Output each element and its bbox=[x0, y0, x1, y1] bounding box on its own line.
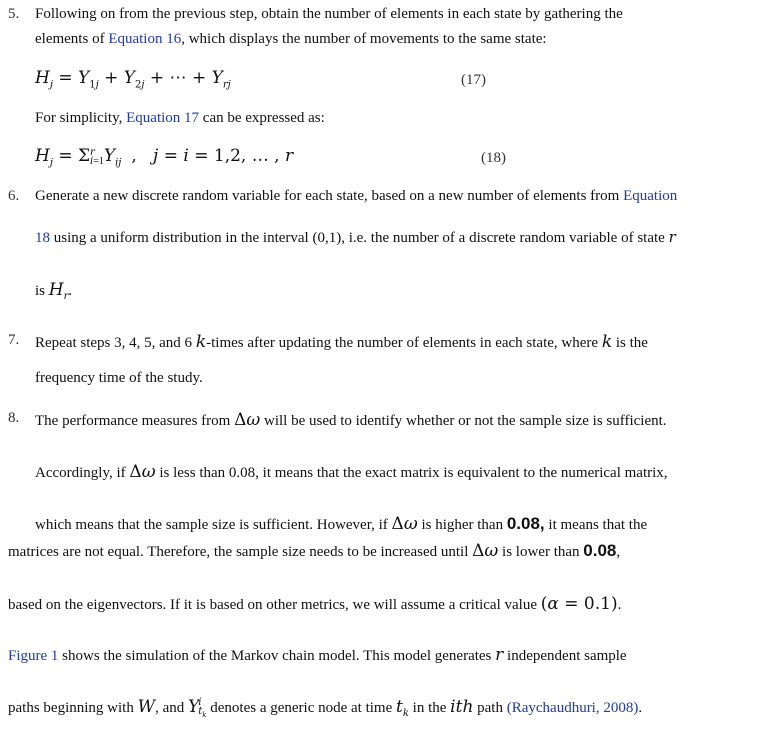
step-8-line-4: matrices are not equal. Therefore, the sample size needs to be increased until Δω is lower than 0.08, bbox=[8, 541, 621, 561]
step-5-line-1: Following on from the previous step, obtain the number of elements in each state by gathering the bbox=[35, 6, 623, 22]
equation-18-link-cont[interactable]: 18 bbox=[35, 230, 50, 246]
step-5-line-2: elements of Equation 16, which displays the number of movements to the same state: bbox=[35, 31, 547, 47]
step-6-number: 6. bbox=[8, 188, 20, 204]
final-line-1: Figure 1 shows the simulation of the Markov chain model. This model generates r independent sample bbox=[8, 645, 627, 665]
final-line-2: paths beginning with W, and Yi $t_k$ denotes a generic node at time $t_k$ in the ith path (Raychaudhuri, 2008). bbox=[8, 696, 643, 719]
step-7-number: 7. bbox=[8, 332, 20, 348]
equation-17-number: (17) bbox=[461, 72, 486, 88]
step-8-line-2: Accordingly, if Δω is less than 0.08, it means that the exact matrix is equivalent to the numerical matrix, bbox=[35, 462, 668, 482]
simplicity-line: For simplicity, Equation 17 can be expressed as: bbox=[35, 110, 325, 126]
equation-18-number: (18) bbox=[481, 150, 506, 166]
step-8-line-5: based on the eigenvectors. If it is based on other metrics, we will assume a critical value (α = 0.1). bbox=[8, 594, 622, 614]
equation-18: $H_j = \Sigma r$ $i=1Y_{ij}$ , j = i = 1,2, … , r bbox=[35, 146, 294, 169]
figure-1-link[interactable]: Figure 1 bbox=[8, 648, 59, 664]
step-8-line-3: which means that the sample size is sufficient. However, if Δω is higher than 0.08, it means that the bbox=[35, 514, 648, 534]
equation-17: $H_j = Y_{1j} + Y_{2j}$ + ⋯ + $Y_{rj}$ bbox=[35, 68, 231, 91]
step-8-number: 8. bbox=[8, 410, 20, 426]
step-6-line-3: is $H_r$. bbox=[35, 280, 73, 302]
step-8-line-1: The performance measures from Δω will be used to identify whether or not the sample size is sufficient. bbox=[35, 410, 667, 430]
step-5-number: 5. bbox=[8, 6, 20, 22]
step-6-line-2: 18 using a uniform distribution in the interval (0,1), i.e. the number of a discrete random variable of state r bbox=[35, 228, 676, 246]
step-7-line-1: Repeat steps 3, 4, 5, and 6 k-times after updating the number of elements in each state, where k is the bbox=[35, 332, 648, 352]
equation-16-link[interactable]: Equation 16 bbox=[108, 31, 182, 47]
equation-18-link[interactable]: Equation bbox=[623, 188, 678, 204]
raychaudhuri-citation-link[interactable]: (Raychaudhuri, 2008) bbox=[506, 700, 639, 716]
equation-17-link[interactable]: Equation 17 bbox=[126, 110, 200, 126]
step-6-line-1: Generate a new discrete random variable for each state, based on a new number of elements from Equation bbox=[35, 188, 678, 204]
step-7-line-2: frequency time of the study. bbox=[35, 370, 203, 386]
